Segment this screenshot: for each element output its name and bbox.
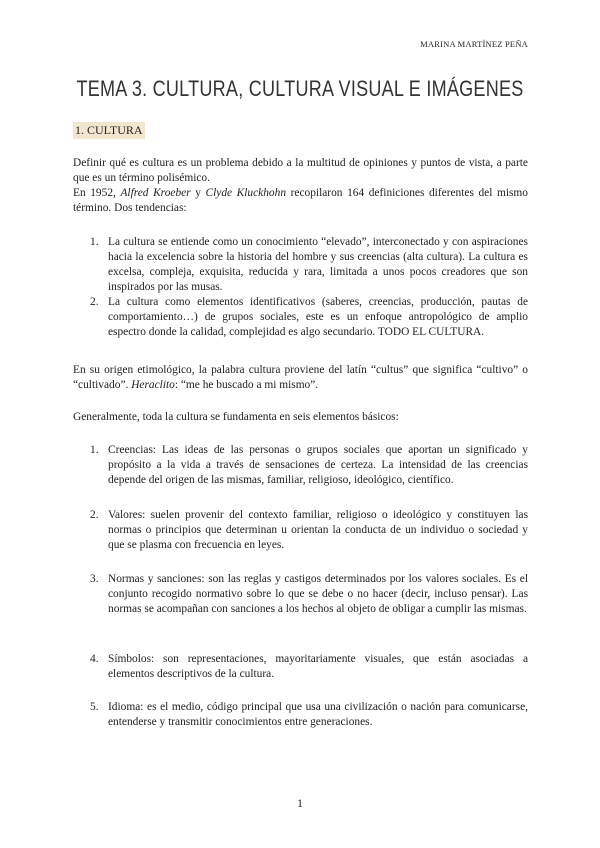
page-number: 1 [297, 796, 303, 810]
page-title: TEMA 3. CULTURA, CULTURA VISUAL E IMÁGENES [76, 76, 524, 101]
list-item: 2. La cultura como elementos identificativos (saberes, creencias, producción, pautas de comportamiento…) de grupos sociales, este es un enfoque antropológico de amplio espectro donde la calidad, complejidad es algo secundario. TODO EL CULTURA. [90, 296, 528, 338]
list-item: 3. Normas y sanciones: son las reglas y castigos determinados por los valores sociales. Es el conjunto recogido normativo sobre lo que se debe o no hacer (decir, incluso pensar). Las normas se acompañan con sanciones a los hechos al objeto de obligar a cumplir las mismas. [90, 573, 528, 615]
elementos-list-2 [90, 508, 528, 553]
list-item-text: Normas y sanciones: son las reglas y castigos determinados por los valores sociales. Es el conjunto recogido normativo sobre lo que se debe o no hacer (decir, incluso pensar). Las normas se acompañan con sanciones a los hechos al objeto de obligar a cumplir las mismas. [108, 573, 528, 615]
author-heraclito: Heraclito [131, 379, 175, 391]
intro-paragraph [73, 156, 528, 216]
origen-paragraph: En su origen etimológico, la palabra cultura proviene del latín “cultus” que significa “cultivo” o “cultivado”. Heraclito: “me he buscado a mi mismo”. [73, 364, 528, 391]
list-item-text: La cultura se entiende como un conocimiento “elevado”, interconectado y con aspiraciones hacia la excelencia sobre la historia del hombre y sus creencias (alta cultura). La cultura es excelsa, compleja, exquisita, reducida y rara, limitada a unos pocos creadores que son inspirados por las musas. [108, 236, 528, 293]
author-kroeber: Alfred Kroeber [120, 187, 191, 199]
elementos-list-5 [90, 700, 528, 730]
list-item: 5. Idioma: es el medio, código principal que usa una civilización o nación para comunicarse, entenderse y transmitir conocimientos entre generaciones. [90, 701, 528, 728]
list-item: 2. Valores: suelen provenir del contexto familiar, religioso o ideológico y constituyen las normas o principios que determinan u orientan la conducta de un individuo o sociedad y que se plasma con frecuencia en leyes. [90, 509, 528, 551]
elementos-intro: Generalmente, toda la cultura se fundamenta en seis elementos básicos: [73, 411, 399, 423]
elementos-list-4 [90, 652, 528, 682]
author-kluckhohn: Clyde Kluckhohn [205, 187, 287, 199]
list-item-text: La cultura como elementos identificativos (saberes, creencias, producción, pautas de comportamiento…) de grupos sociales, este es un enfoque antropológico de amplio espectro donde la calidad, complejidad es algo secundario. TODO EL CULTURA. [108, 296, 528, 338]
list-item: 1. La cultura se entiende como un conocimiento “elevado”, interconectado y con aspiraciones hacia la excelencia sobre la historia del hombre y sus creencias (alta cultura). La cultura es excelsa, compleja, exquisita, reducida y rara, limitada a unos pocos creadores que son inspirados por las musas. [90, 236, 528, 293]
elementos-list [90, 443, 528, 488]
tendencias-list [90, 235, 528, 340]
list-item: 4. Símbolos: son representaciones, mayoritariamente visuales, que están asociadas a elementos descriptivos de la cultura. [90, 653, 528, 680]
list-item-text: Símbolos: son representaciones, mayoritariamente visuales, que están asociadas a elementos descriptivos de la cultura. [108, 653, 528, 680]
page-header-author: MARINA MARTÍNEZ PEÑA [420, 39, 528, 49]
intro-text-1: Definir qué es cultura es un problema debido a la multitud de opiniones y puntos de vista, a parte que es un término polisémico. [73, 157, 528, 184]
list-item: 1. Creencias: Las ideas de las personas o grupos sociales que aportan un significado y propósito a la vida a través de sensaciones de certeza. La intensidad de las creencias depende del origen de las mismas, familiar, religioso, ideológico, científico. [90, 444, 528, 486]
section-heading: 1. CULTURA [75, 123, 143, 137]
list-item-text: Valores: suelen provenir del contexto familiar, religioso o ideológico y constituyen las normas o principios que determinan u orientan la conducta de un individuo o sociedad y que se plasma con frecuencia en leyes. [108, 509, 528, 551]
elementos-list-3 [90, 572, 528, 617]
intro-text-2: En 1952, Alfred Kroeber y Clyde Kluckhohn recopilaron 164 definiciones diferentes del mismo término. Dos tendencias: [73, 187, 528, 214]
list-item-text: Creencias: Las ideas de las personas o grupos sociales que aportan un significado y propósito a la vida a través de sensaciones de certeza. La intensidad de las creencias depende del origen de las mismas, familiar, religioso, ideológico, científico. [108, 444, 528, 486]
list-item-text: Idioma: es el medio, código principal que usa una civilización o nación para comunicarse, entenderse y transmitir conocimientos entre generaciones. [108, 701, 528, 728]
